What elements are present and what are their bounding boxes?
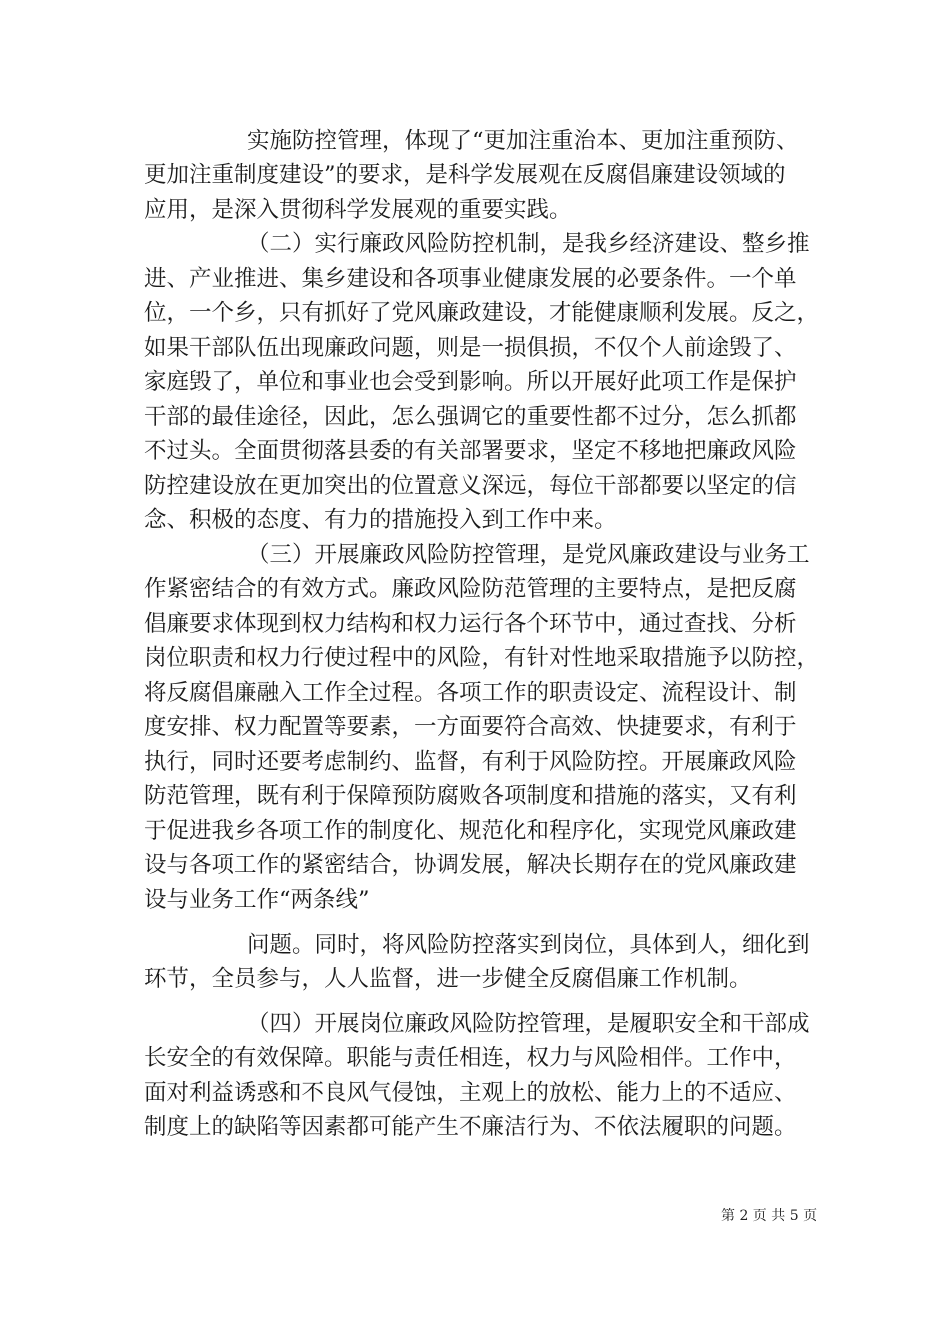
text-line: 念、积极的态度、有力的措施投入到工作中来。 [144,507,617,533]
text-line: 面对利益诱惑和不良风气侵蚀，主观上的放松、能力上的不适应、 [144,1080,797,1106]
text-line: 长安全的有效保障。职能与责任相连，权力与风险相伴。工作中， [144,1045,797,1071]
text-line: 于促进我乡各项工作的制度化、规范化和程序化，实现党风廉政建 [144,818,797,844]
text-line: 倡廉要求体现到权力结构和权力运行各个环节中，通过查找、分析 [144,611,797,637]
text-line: 干部的最佳途径，因此，怎么强调它的重要性都不过分，怎么抓都 [144,404,797,430]
text-line: 不过头。全面贯彻落县委的有关部署要求，坚定不移地把廉政风险 [144,438,797,464]
text-line: （二）实行廉政风险防控机制，是我乡经济建设、整乡推 [247,231,810,257]
text-line: 如果干部队伍出现廉政问题，则是一损俱损，不仅个人前途毁了、 [144,335,797,361]
text-line: 设与业务工作“两条线” [144,887,370,913]
text-line: 应用，是深入贯彻科学发展观的重要实践。 [144,197,572,223]
text-line: （三）开展廉政风险防控管理，是党风廉政建设与业务工 [247,542,810,568]
text-line: 实施防控管理，体现了“更加注重治本、更加注重预防、 [247,128,799,154]
text-line: 设与各项工作的紧密结合，协调发展，解决长期存在的党风廉政建 [144,852,797,878]
text-line: （四）开展岗位廉政风险防控管理，是履职安全和干部成 [247,1011,810,1037]
text-line: 将反腐倡廉融入工作全过程。各项工作的职责设定、流程设计、制 [144,680,797,706]
text-line: 岗位职责和权力行使过程中的风险，有针对性地采取措施予以防控， [144,645,820,671]
text-line: 问题。同时，将风险防控落实到岗位，具体到人，细化到 [247,932,810,958]
text-line: 家庭毁了，单位和事业也会受到影响。所以开展好此项工作是保护 [144,369,797,395]
text-line: 度安排、权力配置等要素，一方面要符合高效、快捷要求，有利于 [144,714,797,740]
text-line: 作紧密结合的有效方式。廉政风险防范管理的主要特点，是把反腐 [144,576,797,602]
text-line: 进、产业推进、集乡建设和各项事业健康发展的必要条件。一个单 [144,266,797,292]
text-line: 执行，同时还要考虑制约、监督，有利于风险防控。开展廉政风险 [144,749,797,775]
page-number: 第 2 页 共 5 页 [721,1208,818,1224]
text-line: 防范管理，既有利于保障预防腐败各项制度和措施的落实，又有利 [144,783,797,809]
text-line: 位，一个乡，只有抓好了党风廉政建设，才能健康顺利发展。反之， [144,300,820,326]
text-line: 更加注重制度建设”的要求，是科学发展观在反腐倡廉建设领域的 [144,162,786,188]
text-line: 防控建设放在更加突出的位置意义深远，每位干部都要以坚定的信 [144,473,797,499]
text-line: 制度上的缺陷等因素都可能产生不廉洁行为、不依法履职的问题。 [144,1114,797,1140]
text-line: 环节，全员参与，人人监督，进一步健全反腐倡廉工作机制。 [144,966,752,992]
